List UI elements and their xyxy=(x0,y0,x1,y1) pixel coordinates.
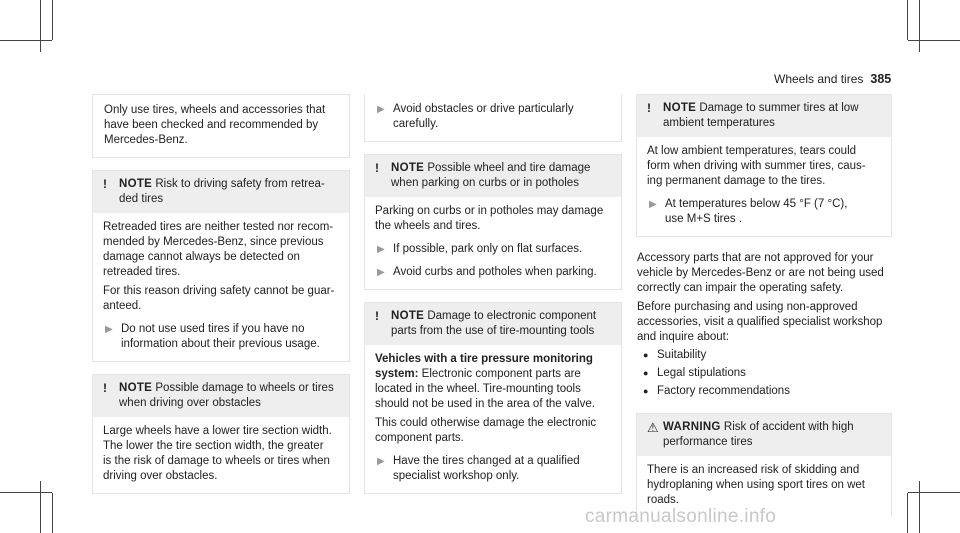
text-line: have been checked and recommended by xyxy=(104,119,319,131)
text-line: At low ambient temperatures, tears could xyxy=(647,145,857,157)
note-title: when driving over obstacles xyxy=(119,397,261,409)
text-line: correctly can impair the operating safety. xyxy=(637,282,844,294)
instruction-step xyxy=(375,454,611,484)
arrow-right-icon: ▶ xyxy=(377,456,385,467)
crop-mark xyxy=(908,40,960,41)
text-line: There is an increased risk of skidding and xyxy=(647,464,860,476)
text-line: the wheels and tires. xyxy=(375,220,481,232)
text-line: If possible, park only on flat surfaces. xyxy=(393,243,583,255)
text-line: Accessory parts that are not approved for your xyxy=(637,252,874,264)
exclamation-icon: ! xyxy=(103,381,107,395)
text-line: At temperatures below 45 °F (7 °C), xyxy=(665,198,848,210)
list-item xyxy=(637,384,892,399)
text-line: Large wheels have a lower tire section width. xyxy=(103,425,332,437)
text-line: For this reason driving safety cannot be guar- xyxy=(103,285,335,297)
crop-mark xyxy=(908,492,960,493)
note-title: parts from the use of tire-mounting tools xyxy=(391,325,595,337)
text-line: ing permanent damage to the tires. xyxy=(647,175,826,187)
note-title: ded tires xyxy=(119,193,164,205)
note-title: Damage to summer tires at low xyxy=(699,102,859,114)
text-line: anteed. xyxy=(103,300,142,312)
text-line: use M+S tires . xyxy=(665,213,743,225)
note-title: Possible wheel and tire damage xyxy=(427,162,591,174)
text-line: Electronic component parts are xyxy=(418,368,581,380)
crop-mark xyxy=(907,0,908,40)
accessory-paragraph xyxy=(636,251,892,399)
note-title: Risk to driving safety from retrea- xyxy=(155,178,325,190)
text-line: specialist workshop only. xyxy=(393,470,520,482)
bullet-icon: ● xyxy=(643,386,649,396)
note-tire-mounting-tools xyxy=(364,302,622,494)
note-title: ambient temperatures xyxy=(663,117,775,129)
text-line: is the risk of damage to wheels or tires when xyxy=(103,455,330,467)
instruction-step xyxy=(647,197,881,227)
note-body xyxy=(93,213,349,361)
text-line: mended by Mercedes-Benz, since previous xyxy=(103,236,324,248)
text-line: Before purchasing and using non-approved xyxy=(637,301,858,313)
note-label: NOTE xyxy=(391,162,425,174)
note-retreaded-tires xyxy=(92,170,350,362)
arrow-right-icon: ▶ xyxy=(649,199,657,210)
page-number: 385 xyxy=(870,72,892,86)
note-body xyxy=(93,417,349,493)
instruction-step xyxy=(375,242,611,257)
note-header xyxy=(637,95,891,137)
instruction-step xyxy=(375,102,611,132)
exclamation-icon: ! xyxy=(375,161,379,175)
note-header xyxy=(365,155,621,197)
text-line: Do not use used tires if you have no xyxy=(121,323,305,335)
text-line: information about their previous usage. xyxy=(121,338,320,350)
warning-header xyxy=(637,414,891,456)
bold-lead: Vehicles with a tire pressure monitoring xyxy=(375,353,593,365)
arrow-right-icon: ▶ xyxy=(105,324,113,335)
crop-mark xyxy=(907,493,908,533)
intro-box xyxy=(92,94,350,158)
crop-mark xyxy=(52,0,53,40)
note-title: Possible damage to wheels or tires xyxy=(155,382,334,394)
crop-mark xyxy=(919,481,920,533)
text-line: Have the tires changed at a qualified xyxy=(393,455,580,467)
note-summer-tires xyxy=(636,94,892,237)
warning-title: performance tires xyxy=(663,436,753,448)
text-line: The lower the tire section width, the greater xyxy=(103,440,324,452)
bullet-icon: ● xyxy=(643,368,649,378)
text-line: should not be used in the area of the valve. xyxy=(375,398,595,410)
crop-mark xyxy=(52,493,53,533)
arrow-right-icon: ▶ xyxy=(377,267,385,278)
list-item xyxy=(637,366,892,381)
watermark: carmanualsonline.info xyxy=(585,506,777,527)
column-2 xyxy=(364,94,622,494)
text-line: Avoid curbs and potholes when parking. xyxy=(393,266,597,278)
text-line: Only use tires, wheels and accessories that xyxy=(104,104,326,116)
crop-mark xyxy=(0,40,52,41)
note-header xyxy=(93,171,349,213)
text-line: and inquire about: xyxy=(637,331,730,343)
text-line: roads. xyxy=(647,494,679,506)
note-header xyxy=(93,375,349,417)
column-3 xyxy=(636,94,892,517)
note-curbs-potholes xyxy=(364,154,622,290)
note-body xyxy=(365,197,621,289)
text-line: vehicle by Mercedes-Benz or are not being used xyxy=(637,267,884,279)
exclamation-icon: ! xyxy=(647,101,651,115)
text-line: carefully. xyxy=(393,118,439,130)
exclamation-icon: ! xyxy=(375,309,379,323)
text-line: hydroplaning when using sport tires on wet xyxy=(647,479,865,491)
text-line: driving over obstacles. xyxy=(103,470,218,482)
list-item xyxy=(637,348,892,363)
note-header xyxy=(365,303,621,345)
continued-step-box xyxy=(364,94,622,142)
note-label: NOTE xyxy=(119,178,153,190)
crop-mark xyxy=(40,0,41,52)
note-obstacles xyxy=(92,374,350,494)
note-label: NOTE xyxy=(391,310,425,322)
crop-mark xyxy=(919,0,920,52)
bold-lead: system: xyxy=(375,368,419,380)
text-line: Avoid obstacles or drive particularly xyxy=(393,103,574,115)
text-line: located in the wheel. Tire-mounting tools xyxy=(375,383,581,395)
text-line: retreaded tires. xyxy=(103,266,181,278)
crop-mark xyxy=(0,492,52,493)
text-line: form when driving with summer tires, caus- xyxy=(647,160,866,172)
note-label: NOTE xyxy=(663,102,697,114)
bullet-icon: ● xyxy=(643,350,649,360)
exclamation-icon: ! xyxy=(103,177,107,191)
text-line: Retreaded tires are neither tested nor recom- xyxy=(103,221,334,233)
text-line: Parking on curbs or in potholes may damage xyxy=(375,205,604,217)
note-title: Damage to electronic component xyxy=(427,310,597,322)
instruction-step xyxy=(103,322,339,352)
text-line: Mercedes-Benz. xyxy=(104,134,188,146)
running-header-title: Wheels and tires xyxy=(774,72,864,86)
bullet-text: Factory recommendations xyxy=(657,385,790,397)
warning-title: Risk of accident with high xyxy=(723,421,854,433)
text-line: component parts. xyxy=(375,432,464,444)
note-body xyxy=(365,345,621,493)
bullet-text: Legal stipulations xyxy=(657,367,746,379)
crop-mark xyxy=(40,481,41,533)
arrow-right-icon: ▶ xyxy=(377,104,385,115)
bullet-text: Suitability xyxy=(657,349,707,361)
text-line: accessories, visit a qualified specialist workshop xyxy=(637,316,883,328)
warning-label: WARNING xyxy=(663,421,721,433)
warning-sport-tires xyxy=(636,413,892,517)
note-label: NOTE xyxy=(119,382,153,394)
running-header xyxy=(774,72,891,87)
note-body xyxy=(637,137,891,236)
warning-triangle-icon: ⚠ xyxy=(647,420,659,435)
text-line: This could otherwise damage the electronic xyxy=(375,417,597,429)
arrow-right-icon: ▶ xyxy=(377,244,385,255)
note-title: when parking on curbs or in potholes xyxy=(391,177,579,189)
instruction-step xyxy=(375,265,611,280)
text-line: damage cannot always be detected on xyxy=(103,251,300,263)
column-1 xyxy=(92,94,350,494)
